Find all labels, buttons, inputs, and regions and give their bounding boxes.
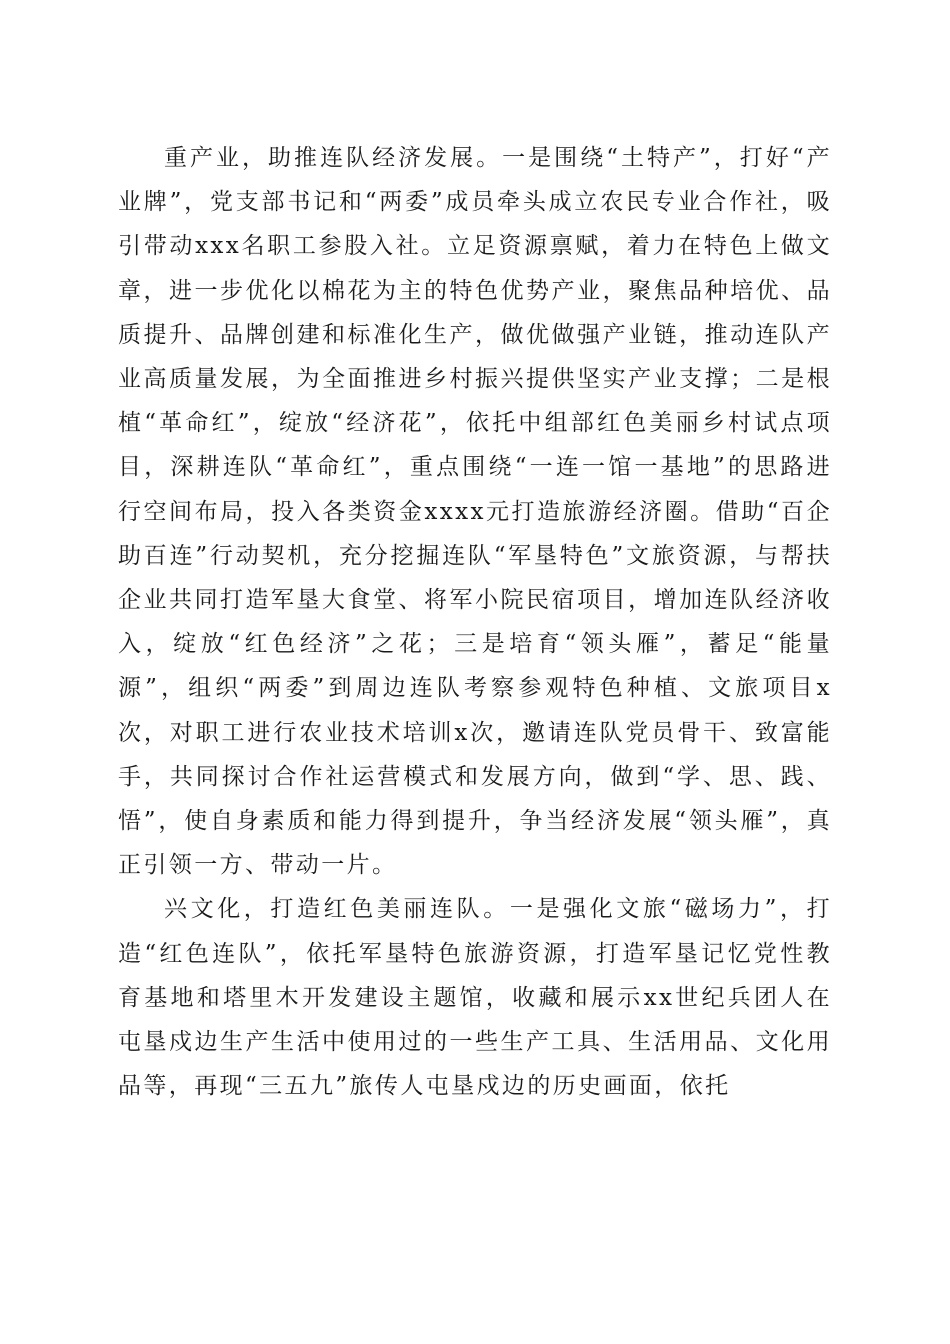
- document-body: [118, 136, 832, 1108]
- paragraph-industry: 重产业，助推连队经济发展。一是围绕“土特产”，打好“产业牌”，党支部书记和“两委”成员牵头成立农民专业合作社，吸引带动xxx名职工参股入社。立足资源禀赋，着力在特色上做文章，进一步优化以棉花为主的特色优势产业，聚焦品种培优、品质提升、品牌创建和标准化生产，做优做强产业链，推动连队产业高质量发展，为全面推进乡村振兴提供坚实产业支撑；二是根植“革命红”，绽放“经济花”，依托中组部红色美丽乡村试点项目，深耕连队“革命红”，重点围绕“一连一馆一基地”的思路进行空间布局，投入各类资金xxxx元打造旅游经济圈。借助“百企助百连”行动契机，充分挖掘连队“军垦特色”文旅资源，与帮扶企业共同打造军垦大食堂、将军小院民宿项目，增加连队经济收入，绽放“红色经济”之花；三是培育“领头雁”，蓄足“能量源”，组织“两委”到周边连队考察参观特色种植、文旅项目x次，对职工进行农业技术培训x次，邀请连队党员骨干、致富能手，共同探讨合作社运营模式和发展方向，做到“学、思、践、悟”，使自身素质和能力得到提升，争当经济发展“领头雁”，真正引领一方、带动一片。: [118, 145, 832, 879]
- paragraph-culture: 兴文化，打造红色美丽连队。一是强化文旅“磁场力”，打造“红色连队”，依托军垦特色旅游资源，打造军垦记忆党性教育基地和塔里木开发建设主题馆，收藏和展示xx世纪兵团人在屯垦戍边生产生活中使用过的一些生产工具、生活用品、文化用品等，再现“三五九”旅传人屯垦戍边的历史画面，依托: [118, 896, 832, 1100]
